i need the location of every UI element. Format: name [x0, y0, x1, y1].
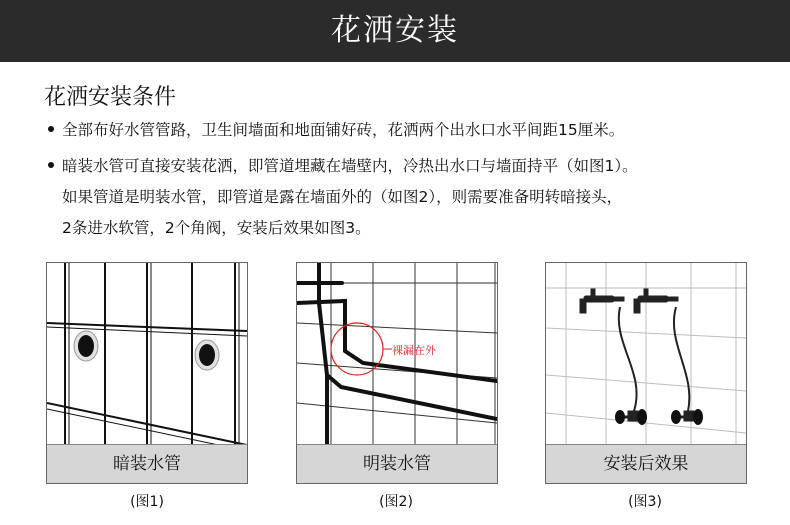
- bullet-continuation: 2条进水软管，2个角阀，安装后效果如图3。: [62, 219, 371, 237]
- page-title: 花洒安装: [331, 13, 459, 48]
- figure-3-caption: (图3): [628, 494, 662, 510]
- exposed-annotation: 裸漏在外: [392, 344, 436, 357]
- figure-2-label: 明装水管: [297, 444, 497, 483]
- bullet-continuation: 如果管道是明装水管，即管道是露在墙面外的（如图2），则需要准备明转暗接头，: [62, 188, 623, 206]
- bullet-dot-icon: [48, 126, 54, 132]
- figure-1-panel: [46, 262, 248, 484]
- figure-2-panel: [296, 262, 498, 484]
- page-banner: [0, 0, 790, 62]
- bullet-text: 全部布好水管管路，卫生间墙面和地面铺好砖，花洒两个出水口水平间距15厘米。: [62, 121, 625, 139]
- figure-1-label: 暗装水管: [47, 444, 247, 483]
- figure-3-label: 安装后效果: [546, 444, 746, 483]
- section-heading: 花洒安装条件: [44, 85, 177, 110]
- bullet-item-2: [48, 154, 638, 176]
- figure-1-caption: (图1): [130, 494, 164, 510]
- bullet-item-1: [48, 118, 624, 140]
- bullet-text: 暗装水管可直接安装花洒，即管道埋藏在墙壁内，冷热出水口与墙面持平（如图1）。: [62, 157, 638, 175]
- figure-2-caption: (图2): [379, 494, 413, 510]
- bullet-dot-icon: [48, 162, 54, 168]
- figure-3-panel: [545, 262, 747, 484]
